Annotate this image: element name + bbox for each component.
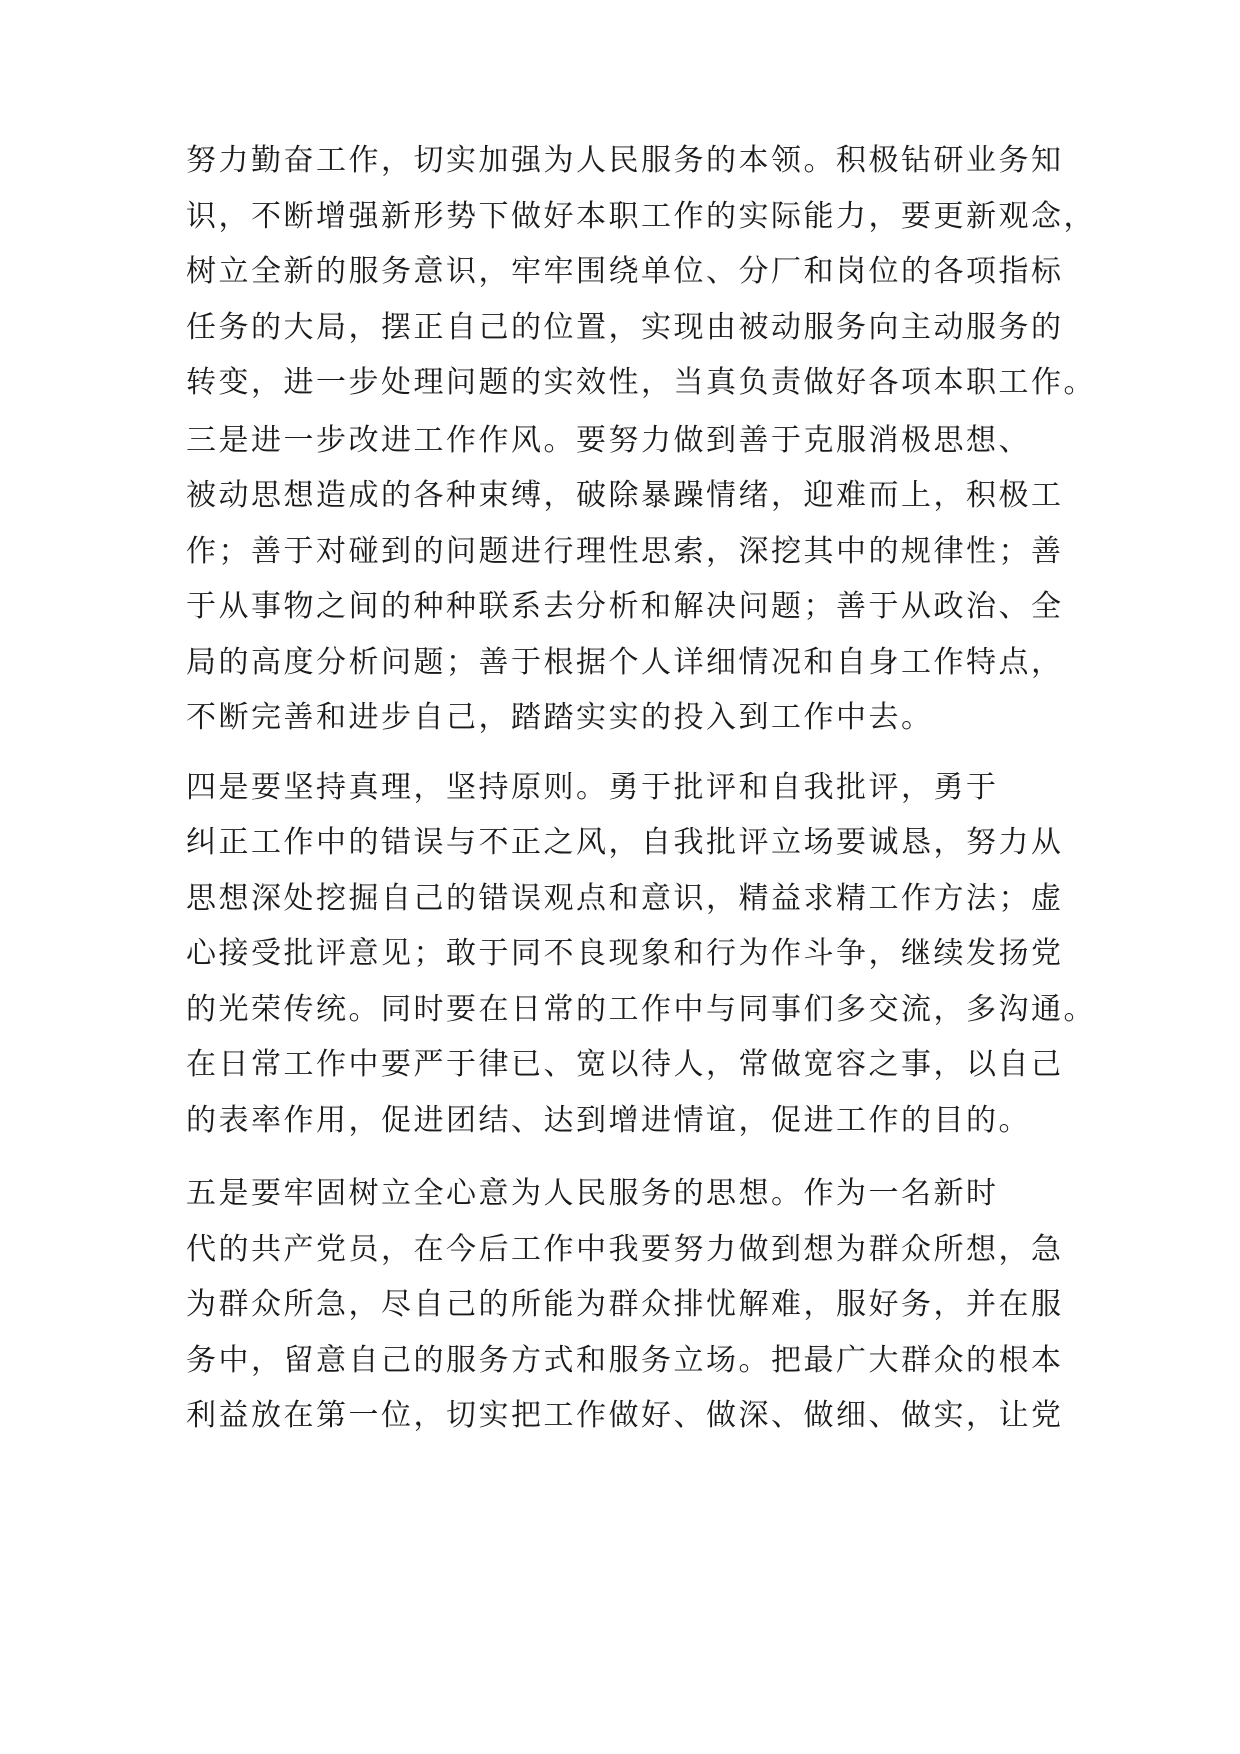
text-line: 于从事物之间的种种联系去分析和解决问题；善于从政治、全 <box>186 589 1064 624</box>
text-line: 的光荣传统。同时要在日常的工作中与同事们多交流，多沟通。 <box>186 991 1096 1027</box>
text-line: 四是要坚持真理，坚持原则。勇于批评和自我批评，勇于 <box>186 769 999 805</box>
text-line: 识，不断增强新形势下做好本职工作的实际能力，要更新观念， <box>186 198 1096 234</box>
text-line: 思想深处挖掘自己的错误观点和意识，精益求精工作方法；虚 <box>186 880 1064 916</box>
text-line: 利益放在第一位，切实把工作做好、做深、做细、做实，让党 <box>186 1398 1064 1433</box>
text-line: 心接受批评意见；敢于同不良现象和行为作斗争，继续发扬党 <box>186 936 1064 971</box>
paragraph-truth-principle <box>186 760 1096 1149</box>
text-line: 不断完善和进步自己，踏踏实实的投入到工作中去。 <box>186 700 934 735</box>
document-body <box>186 133 1096 1444</box>
text-line: 三是进一步改进工作作风。要努力做到善于克服消极思想、 <box>186 422 1031 458</box>
text-line: 树立全新的服务意识，牢牢围绕单位、分厂和岗位的各项指标 <box>186 254 1064 289</box>
text-line: 五是要牢固树立全心意为人民服务的思想。作为一名新时 <box>186 1176 999 1211</box>
text-line: 在日常工作中要严于律已、宽以待人，常做宽容之事，以自己 <box>186 1047 1064 1082</box>
text-line: 务中，留意自己的服务方式和服务立场。把最广大群众的根本 <box>186 1342 1064 1378</box>
text-line: 被动思想造成的各种束缚，破除暴躁情绪，迎难而上，积极工 <box>186 478 1064 513</box>
paragraph-work-style <box>186 413 1086 746</box>
text-line: 局的高度分析问题；善于根据个人详细情况和自身工作特点， <box>186 644 1064 680</box>
text-line: 任务的大局，摆正自己的位置，实现由被动服务向主动服务的 <box>186 309 1064 345</box>
text-line: 代的共产党员，在今后工作中我要努力做到想为群众所想，急 <box>186 1231 1064 1267</box>
text-line: 纠正工作中的错误与不正之风，自我批评立场要诚恳，努力从 <box>186 825 1064 860</box>
text-line: 为群众所急，尽自己的所能为群众排忧解难，服好务，并在服 <box>186 1287 1064 1322</box>
text-line: 转变，进一步处理问题的实效性，当真负责做好各项本职工作。 <box>186 365 1096 400</box>
paragraph-serve-people <box>186 1166 1086 1444</box>
paragraph-service-skills <box>186 133 1096 411</box>
paragraph-spacer <box>186 746 1086 760</box>
text-line: 作；善于对碰到的问题进行理性思索，深挖其中的规律性；善 <box>186 533 1064 569</box>
text-line: 努力勤奋工作，切实加强为人民服务的本领。积极钻研业务知 <box>186 143 1064 178</box>
paragraph-spacer <box>186 1148 1086 1166</box>
text-line: 的表率作用，促进团结、达到增进情谊，促进工作的目的。 <box>186 1102 1031 1138</box>
